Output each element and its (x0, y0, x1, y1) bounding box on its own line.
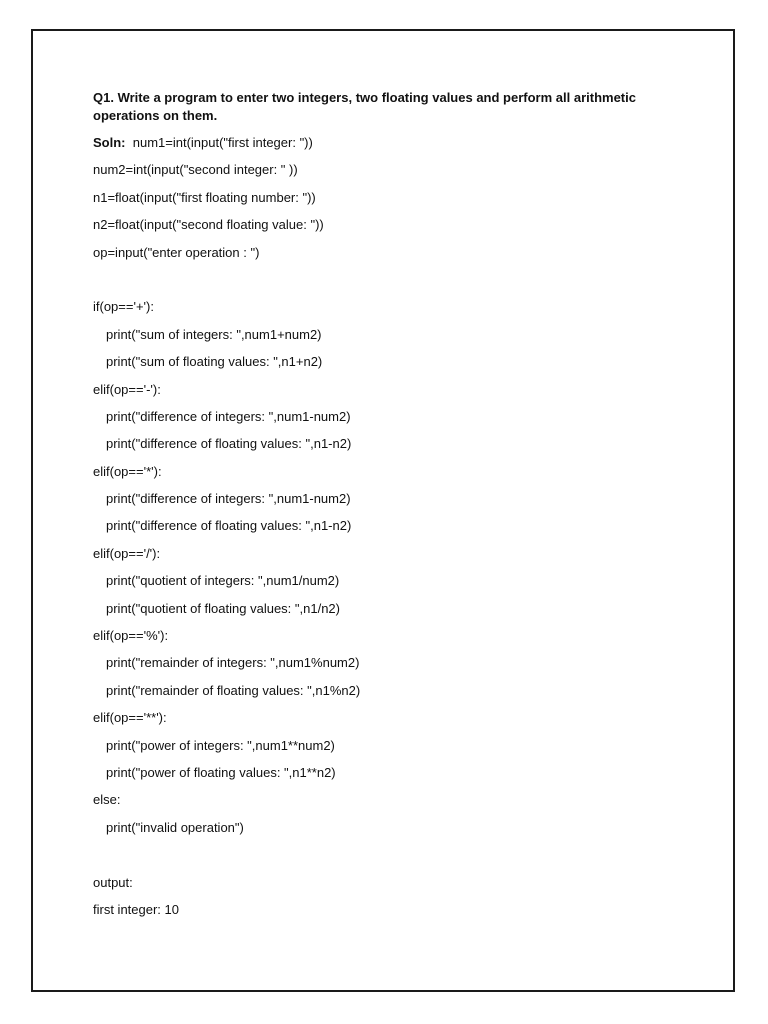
code-line (93, 216, 653, 243)
code-line (93, 709, 653, 736)
code-text: print("difference of integers: ",num1-num2) (106, 491, 351, 507)
code-text: print("invalid operation") (106, 819, 244, 835)
document-page (31, 29, 735, 992)
code-text: print("power of floating values: ",n1**n2) (106, 764, 336, 780)
code-text: elif(op=='/'): (93, 545, 161, 561)
code-text: print("quotient of integers: ",num1/num2) (106, 573, 340, 589)
code-line (93, 682, 653, 709)
code-text: op=input("enter operation : ") (93, 244, 260, 260)
code-text: elif(op=='**'): (93, 710, 167, 726)
code-line (93, 490, 653, 517)
code-line (93, 819, 653, 846)
code-line (93, 435, 653, 462)
code-line (93, 901, 653, 928)
code-line (93, 326, 653, 353)
code-line (93, 572, 653, 599)
code-line (93, 161, 653, 188)
code-text: if(op=='+'): (93, 299, 154, 315)
code-text: print("difference of integers: ",num1-num2) (106, 408, 351, 424)
code-line (93, 353, 653, 380)
code-text: num1=int(input("first integer: ")) (132, 135, 313, 150)
code-line (93, 134, 653, 161)
code-body (93, 134, 653, 928)
code-text: n2=float(input("second floating value: ")) (93, 217, 324, 233)
code-line (93, 654, 653, 681)
document-content (93, 89, 653, 928)
code-line (93, 545, 653, 572)
code-line (93, 244, 653, 271)
code-text: num2=int(input("second integer: " )) (93, 162, 298, 178)
question-heading: Q1. Write a program to enter two integers, two floating values and perform all arithmetic operations on them. (93, 90, 636, 123)
code-line (93, 463, 653, 490)
code-text: print("remainder of floating values: ",n1%n2) (106, 682, 361, 698)
code-text: print("difference of floating values: ",n1-n2) (106, 436, 352, 452)
code-line (93, 189, 653, 216)
code-text: print("quotient of floating values: ",n1/n2) (106, 600, 340, 616)
code-line (93, 517, 653, 544)
code-text: print("sum of floating values: ",n1+n2) (106, 354, 323, 370)
code-line (93, 791, 653, 818)
code-text: elif(op=='%'): (93, 628, 169, 644)
soln-label: Soln: (93, 135, 126, 150)
code-line (93, 627, 653, 654)
code-text: first integer: 10 (93, 901, 179, 917)
code-line (93, 600, 653, 627)
code-text: elif(op=='*'): (93, 463, 162, 479)
code-line (93, 737, 653, 764)
code-text: print("power of integers: ",num1**num2) (106, 737, 335, 753)
code-text: n1=float(input("first floating number: ")) (93, 189, 316, 205)
code-text: print("remainder of integers: ",num1%num2) (106, 655, 360, 671)
code-line (93, 298, 653, 325)
code-line (93, 874, 653, 901)
code-text: print("difference of floating values: ",n1-n2) (106, 518, 352, 534)
code-line (93, 408, 653, 435)
code-line (93, 381, 653, 408)
code-text: else: (93, 792, 121, 808)
blank-line (93, 846, 653, 873)
code-text: print("sum of integers: ",num1+num2) (106, 326, 322, 342)
code-line (93, 764, 653, 791)
code-text: elif(op=='-'): (93, 381, 161, 397)
code-text: output: (93, 874, 133, 890)
blank-line (93, 271, 653, 298)
